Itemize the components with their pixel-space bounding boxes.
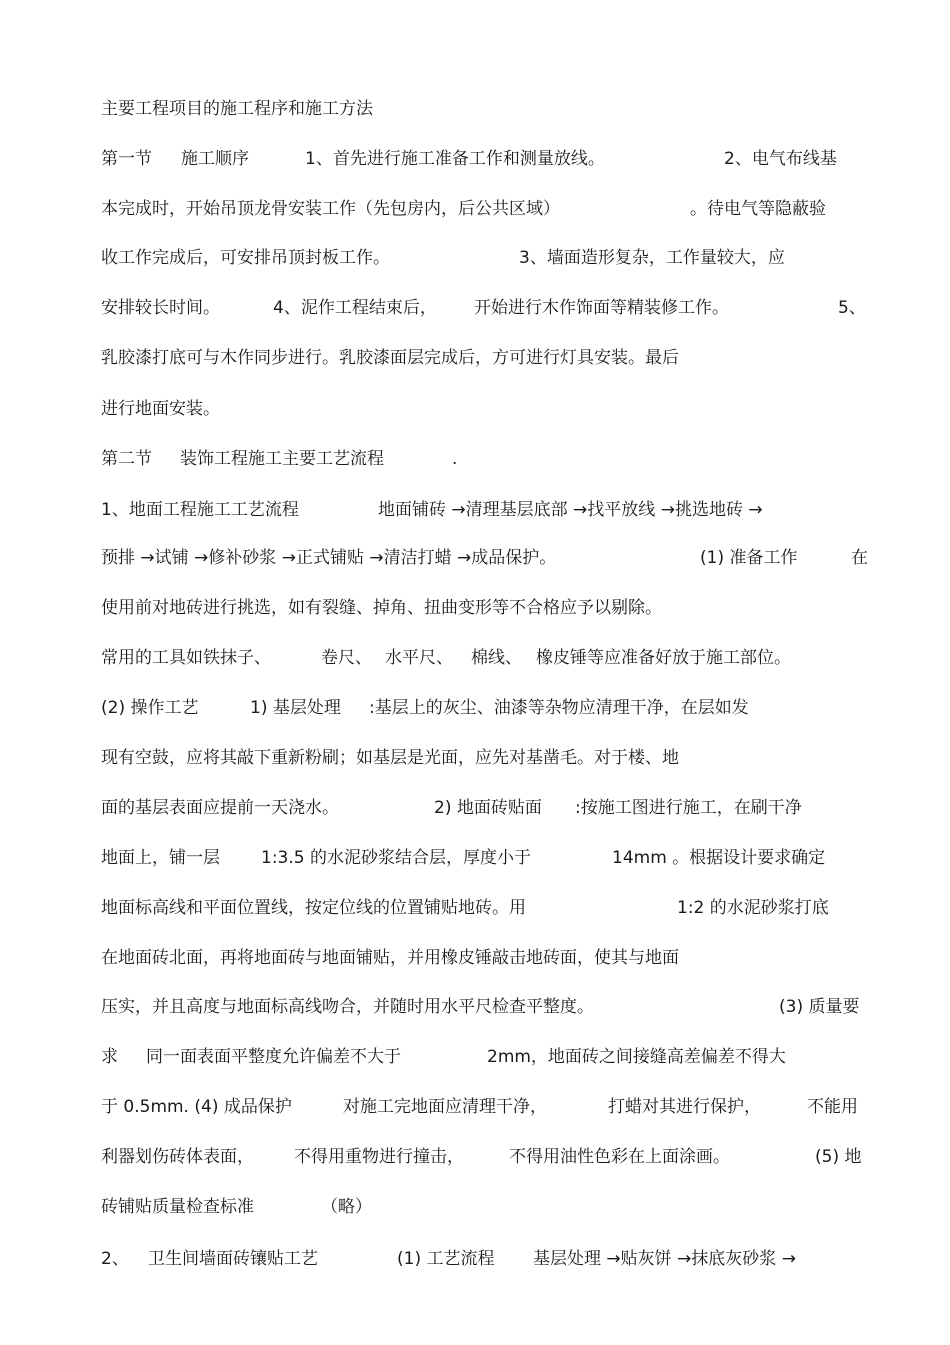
- text-segment: 进行地面安装。: [101, 399, 220, 419]
- text-segment: 不得用重物进行撞击，: [294, 1147, 464, 1167]
- text-segment: 同一面表面平整度允许偏差不大于: [146, 1047, 401, 1067]
- text-line: [0, 644, 950, 672]
- text-segment: (1) 工艺流程: [397, 1249, 495, 1269]
- text-segment: 乳胶漆打底可与木作同步进行。乳胶漆面层完成后，方可进行灯具安装。最后: [101, 348, 679, 368]
- text-line: [0, 195, 950, 223]
- text-segment: 对施工完地面应清理干净，: [343, 1097, 547, 1117]
- text-line: [0, 744, 950, 772]
- section-heading: 第二节: [101, 449, 152, 469]
- text-segment: .: [452, 449, 458, 469]
- text-segment: 卫生间墙面砖镶贴工艺: [148, 1249, 318, 1269]
- text-segment: 4、泥作工程结束后，: [273, 298, 437, 318]
- section-heading: 第一节: [101, 149, 152, 169]
- text-segment: (3) 质量要: [779, 997, 860, 1017]
- text-segment: （略）: [321, 1197, 372, 1217]
- text-segment: :按施工图进行施工，在刷干净: [575, 798, 802, 818]
- text-line: [0, 694, 950, 722]
- text-segment: 在: [851, 548, 868, 568]
- text-line: [0, 1193, 950, 1221]
- text-line: [0, 594, 950, 622]
- text-segment: 2) 地面砖贴面: [434, 798, 542, 818]
- document-title: 主要工程项目的施工程序和施工方法: [101, 99, 373, 119]
- text-line: [0, 544, 950, 572]
- text-line: [0, 894, 950, 922]
- text-segment: 1) 基层处理: [250, 698, 341, 718]
- text-line: [0, 1093, 950, 1121]
- text-segment: 地面标高线和平面位置线，按定位线的位置铺贴地砖。用: [101, 898, 526, 918]
- text-segment: 预排 →试铺 →修补砂浆 →正式铺贴 →清洁打蜡 →成品保护。: [101, 548, 557, 568]
- text-line: [0, 145, 950, 173]
- text-segment: 。待电气等隐蔽验: [690, 199, 826, 219]
- text-segment: 基层处理 →贴灰饼 →抹底灰砂浆 →: [533, 1249, 796, 1269]
- text-segment: 棉线、: [471, 648, 522, 668]
- text-segment: 卷尺、: [321, 648, 372, 668]
- text-segment: 1:3.5 的水泥砂浆结合层，厚度小于: [261, 848, 531, 868]
- text-segment: 在地面砖北面，再将地面砖与地面铺贴，并用橡皮锤敲击地砖面，使其与地面: [101, 948, 679, 968]
- text-segment: 求: [101, 1047, 118, 1067]
- text-segment: 压实，并且高度与地面标高线吻合，并随时用水平尺检查平整度。: [101, 997, 594, 1017]
- text-segment: 14mm 。根据设计要求确定: [612, 848, 826, 868]
- text-segment: 本完成时，开始吊顶龙骨安装工作（先包房内，后公共区域）: [101, 199, 560, 219]
- text-segment: 3、墙面造形复杂，工作量较大，应: [519, 248, 785, 268]
- text-segment: 使用前对地砖进行挑选，如有裂缝、掉角、扭曲变形等不合格应予以剔除。: [101, 598, 662, 618]
- text-line: [0, 344, 950, 372]
- text-line: [0, 993, 950, 1021]
- text-segment: 常用的工具如铁抹子、: [101, 648, 271, 668]
- text-segment: (5) 地: [815, 1147, 862, 1167]
- text-segment: (1) 准备工作: [700, 548, 798, 568]
- text-segment: :基层上的灰尘、油漆等杂物应清理干净，在层如发: [369, 698, 749, 718]
- text-segment: 1、地面工程施工工艺流程: [101, 500, 299, 520]
- text-segment: 打蜡对其进行保护，: [608, 1097, 761, 1117]
- text-line: [0, 395, 950, 423]
- text-segment: 不得用油性色彩在上面涂画。: [509, 1147, 730, 1167]
- text-line: [0, 944, 950, 972]
- text-line: [0, 1143, 950, 1171]
- text-segment: 2mm，地面砖之间接缝高差偏差不得大: [487, 1047, 786, 1067]
- text-segment: 2、电气布线基: [724, 149, 837, 169]
- text-segment: 面的基层表面应提前一天浇水。: [101, 798, 339, 818]
- text-segment: 砖铺贴质量检查标准: [101, 1197, 254, 1217]
- text-segment: 现有空鼓，应将其敲下重新粉刷；如基层是光面，应先对基凿毛。对于楼、地: [101, 748, 679, 768]
- text-segment: 水平尺、: [385, 648, 453, 668]
- text-segment: 安排较长时间。: [101, 298, 220, 318]
- text-line: [0, 244, 950, 272]
- text-segment: 1、首先进行施工准备工作和测量放线。: [305, 149, 605, 169]
- text-segment: 于 0.5mm. (4) 成品保护: [101, 1097, 292, 1117]
- text-segment: 利器划伤砖体表面，: [101, 1147, 254, 1167]
- text-line: [0, 1043, 950, 1071]
- text-line: [0, 294, 950, 322]
- text-line: [0, 844, 950, 872]
- text-segment: 不能用: [807, 1097, 858, 1117]
- text-segment: 地面铺砖 →清理基层底部 →找平放线 →挑选地砖 →: [378, 500, 763, 520]
- text-segment: 收工作完成后，可安排吊顶封板工作。: [101, 248, 390, 268]
- text-segment: 1:2 的水泥砂浆打底: [677, 898, 829, 918]
- text-line: [0, 1245, 950, 1273]
- text-line: [0, 95, 950, 123]
- text-segment: 装饰工程施工主要工艺流程: [180, 449, 384, 469]
- text-segment: 橡皮锤等应准备好放于施工部位。: [536, 648, 791, 668]
- text-segment: 开始进行木作饰面等精装修工作。: [474, 298, 729, 318]
- text-line: [0, 794, 950, 822]
- text-segment: (2) 操作工艺: [101, 698, 199, 718]
- text-segment: 5、: [838, 298, 866, 318]
- text-segment: 地面上，铺一层: [101, 848, 220, 868]
- text-segment: 2、: [101, 1249, 129, 1269]
- text-line: [0, 496, 950, 524]
- text-segment: 施工顺序: [181, 149, 249, 169]
- text-line: [0, 445, 950, 473]
